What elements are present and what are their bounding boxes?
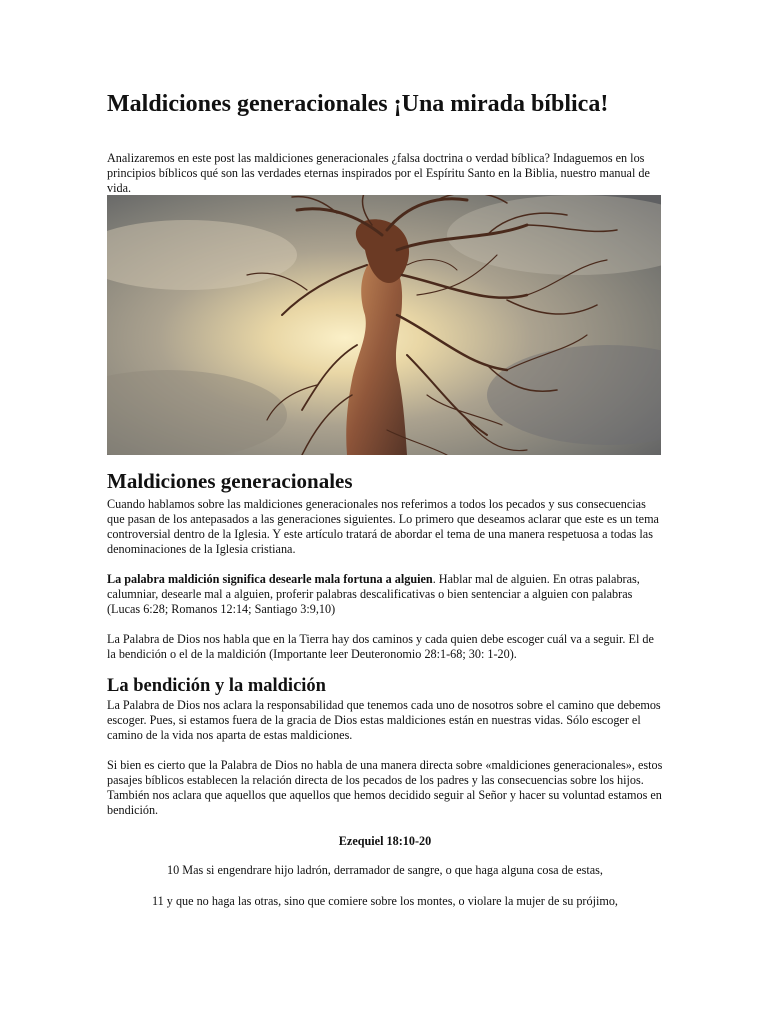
paragraph-biblical-passages: Si bien es cierto que la Palabra de Dios no habla de una manera directa sobre «maldiciones generacionales», estos pasajes bíblicos establecen la relación directa de los pecados de los padres y las consecuencias sobre los hijos. También nos aclara que aquellos que aquellos que hemos decidido seguir al Señor y hacer su voluntad estamos en bendición. [107,758,663,817]
hero-image [107,195,661,455]
tree-woman-illustration-icon [107,195,661,455]
verse-11: 11 y que no haga las otras, sino que comiere sobre los montes, o violare la mujer de su prójimo, [152,894,618,908]
page-title: Maldiciones generacionales ¡Una mirada bíblica! [107,91,609,117]
paragraph-meaning-rest: . Hablar mal de alguien. En otras palabras, calumniar, desearle mal a alguien, proferir palabras descalificativas o bien sentenciar a alguien con palabras (Lucas 6:28; Romanos 12:14; Santiago 3:9,10) [107,572,640,616]
intro-paragraph: Analizaremos en este post las maldiciones generacionales ¿falsa doctrina o verdad bíblica? Indaguemos en los principios bíblicos qué son las verdades eternas inspirados por el Espíritu Santo en la Biblia, nuestro manual de vida. [107,151,650,195]
section-heading-maldiciones: Maldiciones generacionales [107,469,353,493]
scripture-reference: Ezequiel 18:10-20 [338,834,432,848]
paragraph-two-paths: La Palabra de Dios nos habla que en la Tierra hay dos caminos y cada quien debe escoger cuál va a seguir. El de la bendición o el de la maldición (Importante leer Deuteronomio 28:1-68; 30: 1-20). [107,632,654,661]
paragraph-meaning [107,572,663,617]
bold-definition: La palabra maldición significa desearle mala fortuna a alguien [107,572,433,586]
section-heading-bendicion: La bendición y la maldición [107,676,326,696]
verse-10: 10 Mas si engendrare hijo ladrón, derramador de sangre, o que haga alguna cosa de estas, [167,863,603,877]
paragraph-responsibility: La Palabra de Dios nos aclara la responsabilidad que tenemos cada uno de nosotros sobre el camino que debemos escoger. Pues, si estamos fuera de la gracia de Dios estas maldiciones están en nuestras vidas. Sólo escoger el camino de la vida nos aparta de estas maldiciones. [107,698,661,742]
paragraph-definition: Cuando hablamos sobre las maldiciones generacionales nos referimos a todos los pecados y sus consecuencias que pasan de los antepasados a las generaciones siguientes. Lo primero que deseamos aclarar que este es un tema controversial dentro de la Iglesia. Y este artículo tratará de abordar el tema de una manera respetuosa a todas las denominaciones de la Iglesia cristiana. [107,497,659,556]
